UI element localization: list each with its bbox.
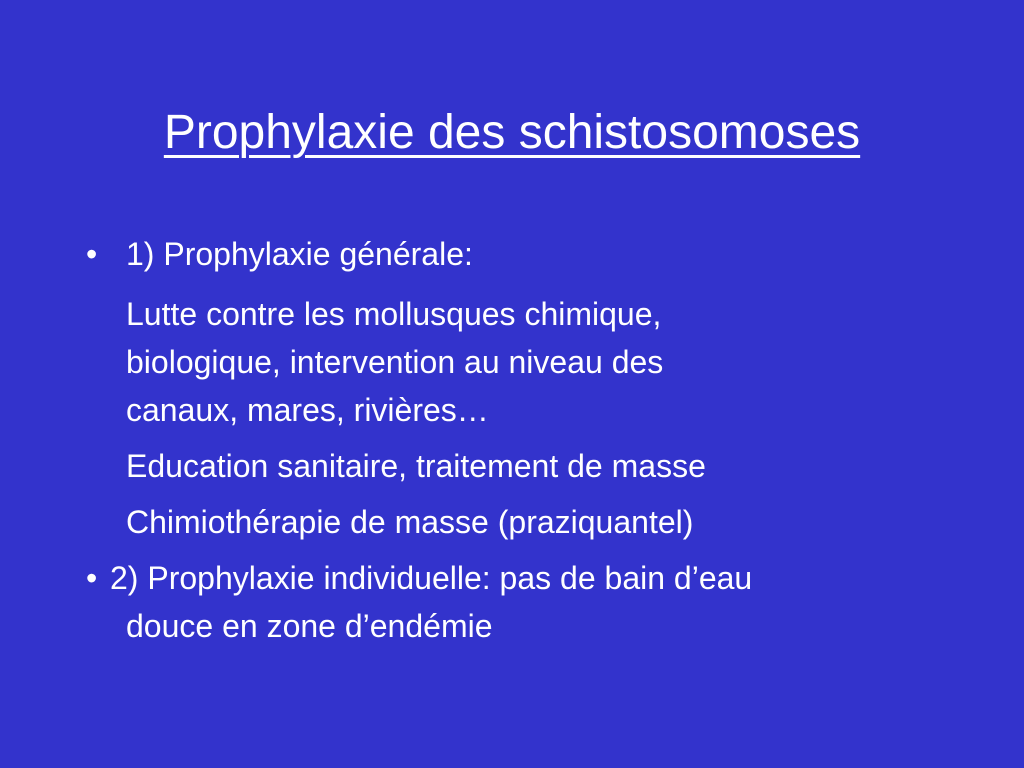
bullet-1-sub-2: Education sanitaire, traitement de masse (126, 448, 706, 484)
bullet-1-sub-3: Chimiothérapie de masse (praziquantel) (126, 504, 694, 540)
bullet-1-sub-1-line-2: biologique, intervention au niveau des (126, 344, 664, 380)
slide-title (0, 98, 1024, 168)
bullet-2-line-1: 2) Prophylaxie individuelle: pas de bain d’eau (110, 560, 753, 596)
bullet-1-sub-1-line-1: Lutte contre les mollusques chimique, (126, 296, 662, 332)
bullet-1-heading: 1) Prophylaxie générale: (126, 236, 473, 272)
bullet-1-marker: • (86, 236, 98, 272)
slide-title-text: Prophylaxie des schistosomoses (163, 106, 861, 159)
bullet-2-line-2: douce en zone d’endémie (126, 608, 493, 644)
bullet-1-sub-1-line-3: canaux, mares, rivières… (126, 392, 489, 428)
bullet-2-marker: • (86, 560, 98, 596)
